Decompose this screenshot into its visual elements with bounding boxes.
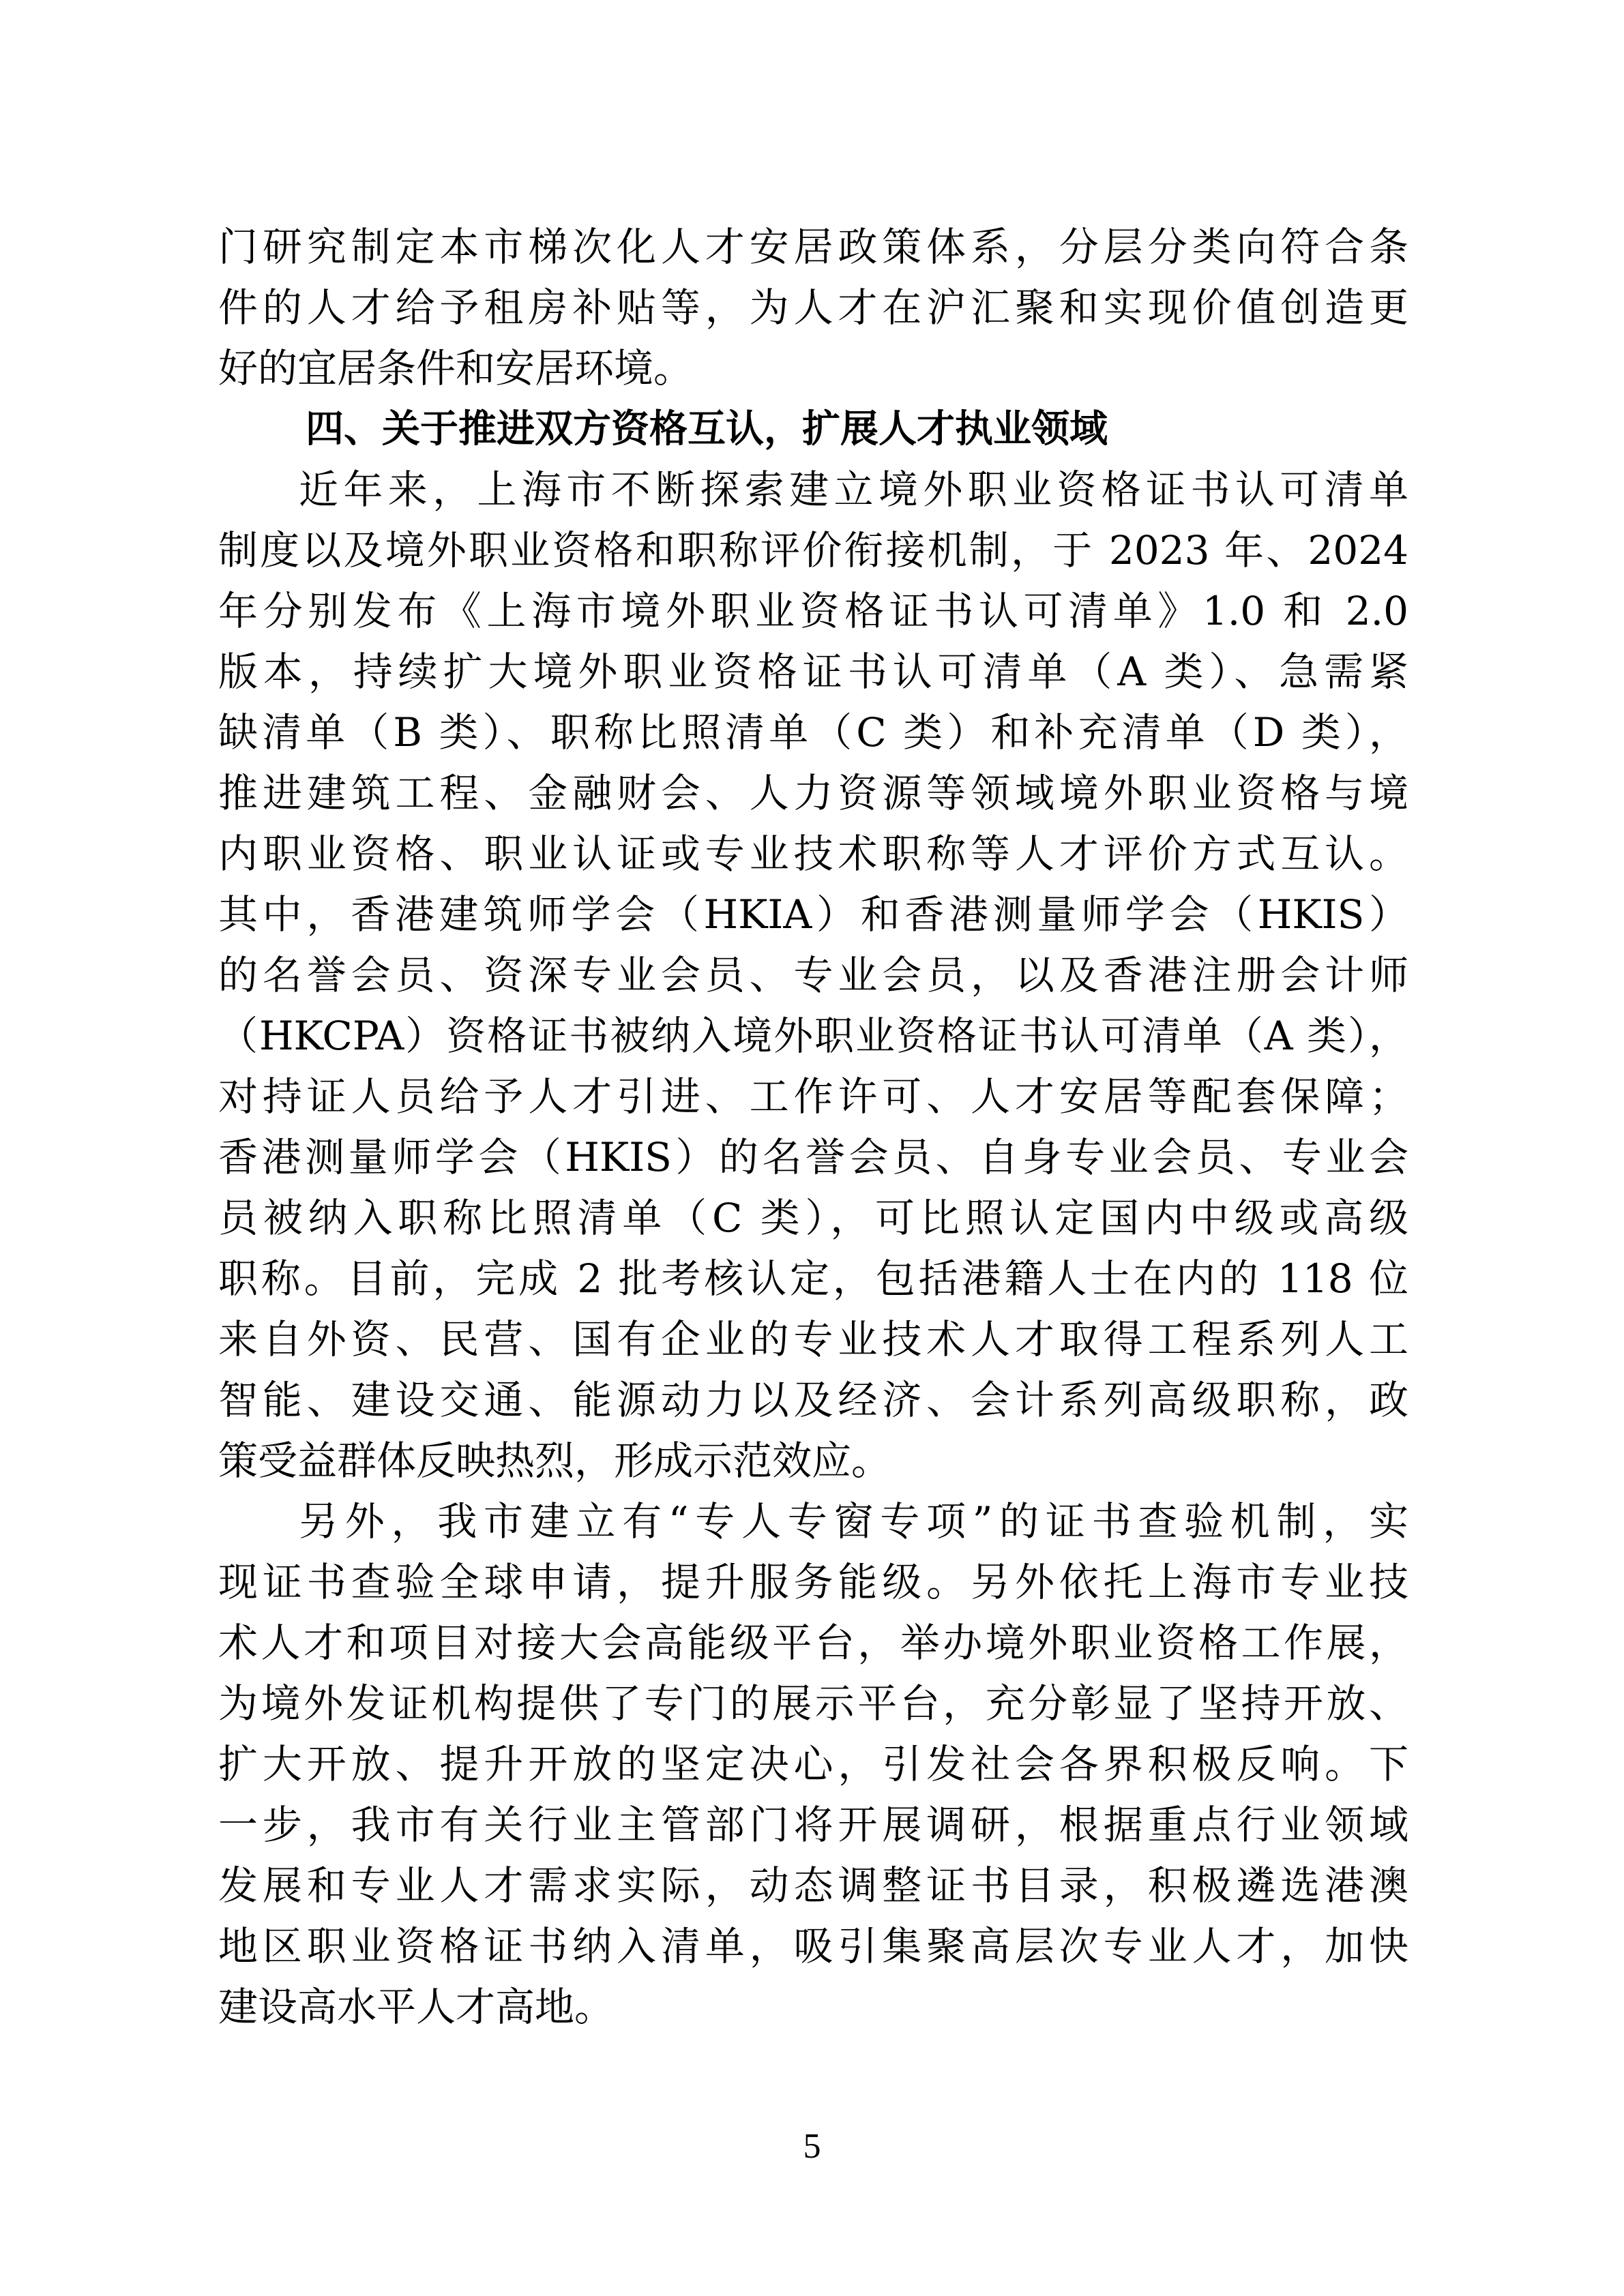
- text-line: 内职业资格、职业认证或专业技术职称等人才评价方式互认。: [218, 831, 1408, 877]
- paragraph-certificate-verification: [218, 1491, 1408, 2038]
- text-line: 件的人才给予租房补贴等，为人才在沪汇聚和实现价值创造更: [218, 284, 1408, 331]
- text-line: 地区职业资格证书纳入清单，吸引集聚高层次专业人才，加快: [218, 1923, 1408, 1969]
- paragraph-housing-policy-continuation: [218, 217, 1408, 399]
- text-line: 版本，持续扩大境外职业资格证书认可清单（A 类）、急需紧: [218, 648, 1408, 695]
- text-line: 门研究制定本市梯次化人才安居政策体系，分层分类向符合条: [218, 224, 1408, 270]
- text-line: 术人才和项目对接大会高能级平台，举办境外职业资格工作展，: [218, 1620, 1408, 1666]
- section-heading: 四、关于推进双方资格互认，扩展人才执业领域: [306, 407, 1108, 451]
- text-line: 策受益群体反映热烈，形成示范效应。: [218, 1437, 891, 1484]
- text-line: 年分别发布《上海市境外职业资格证书认可清单》1.0 和 2.0: [218, 588, 1408, 634]
- text-line: 扩大开放、提升开放的坚定决心，引发社会各界积极反响。下: [218, 1741, 1408, 1787]
- text-line: （HKCPA）资格证书被纳入境外职业资格证书认可清单（A 类），: [218, 1013, 1408, 1059]
- text-line: 发展和专业人才需求实际，动态调整证书目录，积极遴选港澳: [218, 1862, 1408, 1909]
- text-line: 建设高水平人才高地。: [218, 1984, 615, 2030]
- text-line: 员被纳入职称比照清单（C 类），可比照认定国内中级或高级: [218, 1195, 1408, 1241]
- text-line: 来自外资、民营、国有企业的专业技术人才取得工程系列人工: [218, 1316, 1408, 1362]
- text-line: 一步，我市有关行业主管部门将开展调研，根据重点行业领域: [218, 1802, 1408, 1848]
- text-line: 缺清单（B 类）、职称比照清单（C 类）和补充清单（D 类），: [218, 709, 1408, 756]
- text-line: 香港测量师学会（HKIS）的名誉会员、自身专业会员、专业会: [218, 1134, 1408, 1180]
- text-line: 现证书查验全球申请，提升服务能级。另外依托上海市专业技: [218, 1559, 1408, 1605]
- document-body: [218, 217, 1408, 2038]
- text-line: 推进建筑工程、金融财会、人力资源等领域境外职业资格与境: [218, 770, 1408, 816]
- paragraph-qualification-recognition: [218, 460, 1408, 1491]
- text-line: 另外，我市建立有“专人专窗专项”的证书查验机制，实: [299, 1498, 1408, 1545]
- text-line: 职称。目前，完成 2 批考核认定，包括港籍人士在内的 118 位: [218, 1255, 1408, 1302]
- text-line: 好的宜居条件和安居环境。: [218, 345, 694, 391]
- text-line: 为境外发证机构提供了专门的展示平台，充分彰显了坚持开放、: [218, 1680, 1408, 1727]
- page-number: 5: [803, 2127, 821, 2166]
- text-line: 近年来，上海市不断探索建立境外职业资格证书认可清单: [299, 466, 1408, 513]
- text-line: 其中，香港建筑师学会（HKIA）和香港测量师学会（HKIS）: [218, 891, 1408, 938]
- text-line: 的名誉会员、资深专业会员、专业会员，以及香港注册会计师: [218, 952, 1408, 998]
- text-line: 智能、建设交通、能源动力以及经济、会计系列高级职称，政: [218, 1377, 1408, 1423]
- text-line: 对持证人员给予人才引进、工作许可、人才安居等配套保障；: [218, 1073, 1408, 1120]
- text-line: 制度以及境外职业资格和职称评价衔接机制，于 2023 年、2024: [218, 527, 1408, 573]
